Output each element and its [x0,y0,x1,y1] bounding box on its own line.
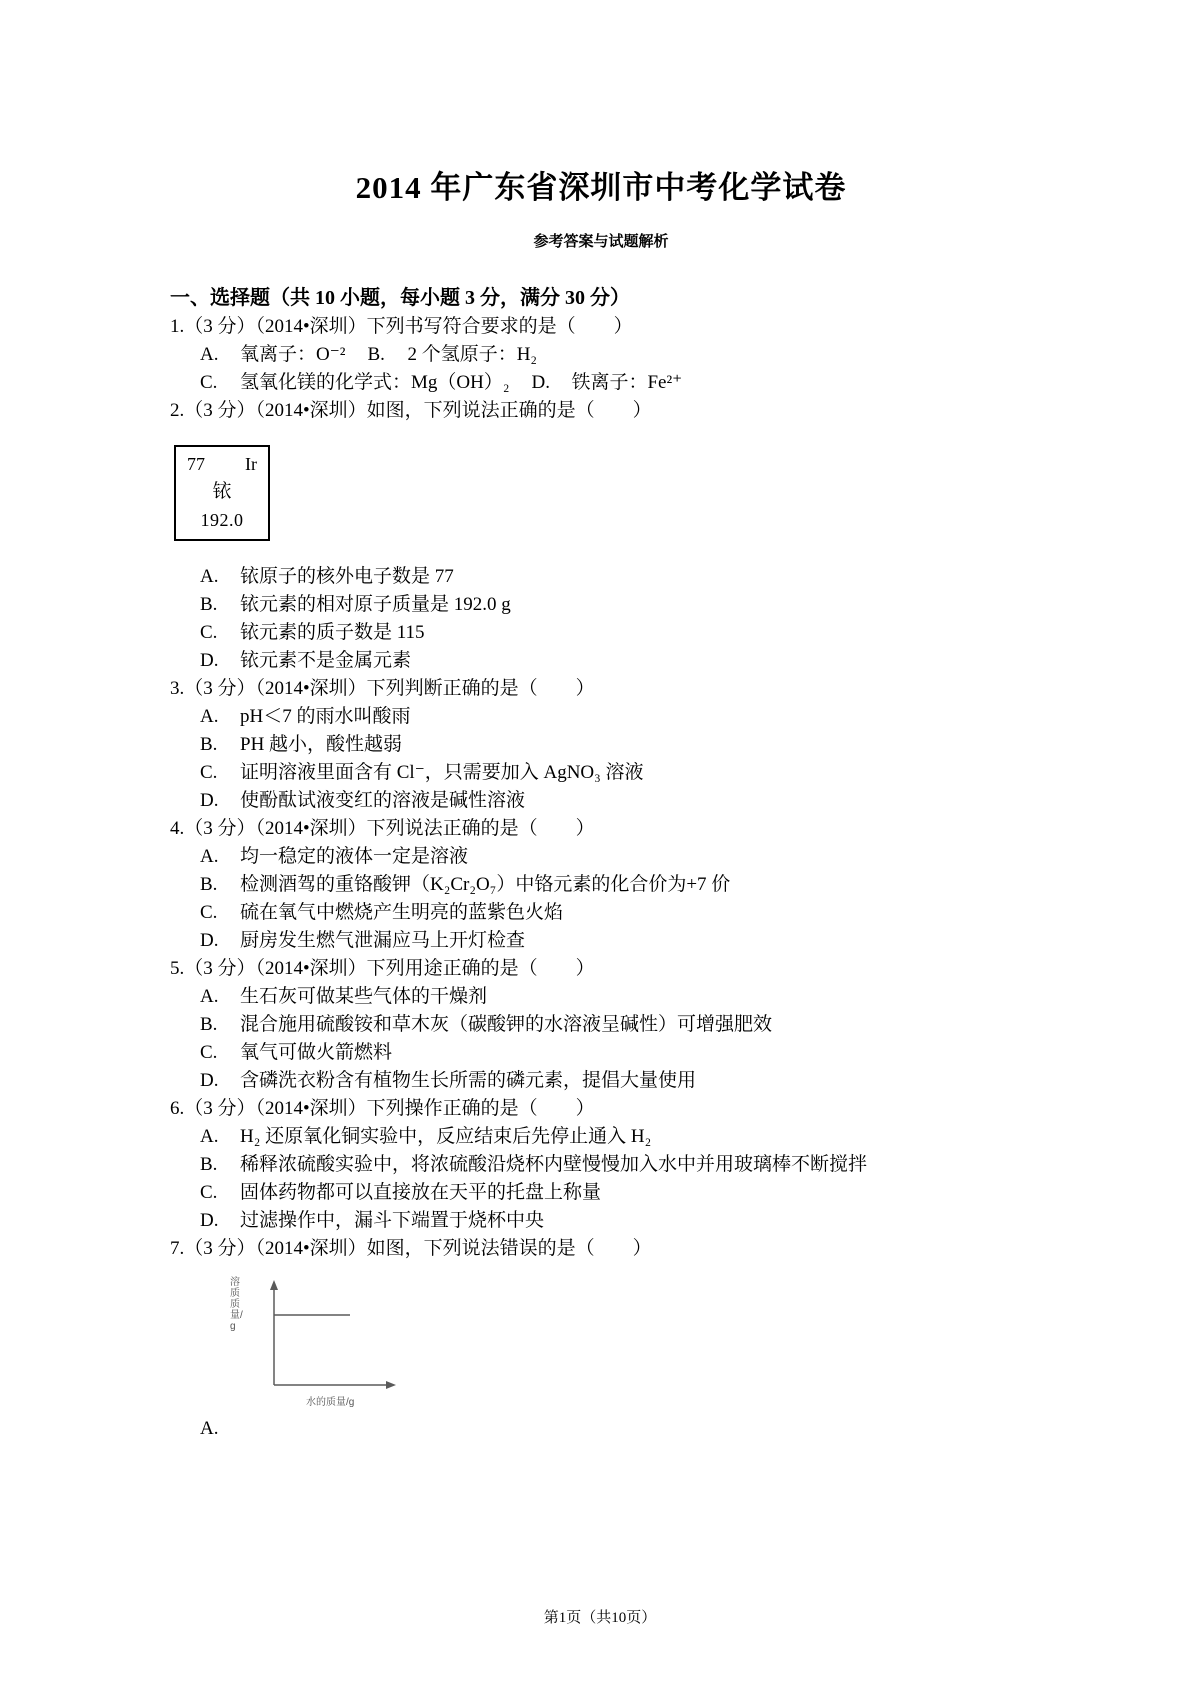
option-c [170,759,1032,787]
option-b [367,341,537,369]
section-header: 一、选择题（共 10 小题，每小题 3 分，满分 30 分） [170,287,630,309]
option-text: PH 越小，酸性越弱 [240,734,403,755]
option-b [170,871,1032,899]
option-label: A. [200,706,219,727]
question-2 [170,397,1032,675]
option-text: 均一稳定的液体一定是溶液 [240,846,469,867]
option-label: B. [200,1014,218,1035]
option-d [170,927,1032,955]
option-label: A. [200,344,219,365]
question-stem: 3.（3 分）（2014•深圳）下列判断正确的是（ ） [170,678,595,699]
question-7 [170,1235,1032,1443]
mass-vs-water-graph [246,1275,400,1407]
x-axis-label: 水的质量/g [306,1397,355,1408]
question-stem: 4.（3 分）（2014•深圳）下列说法正确的是（ ） [170,818,595,839]
option-c [170,619,1032,647]
option-a [170,1415,1032,1443]
element-info-box [174,445,270,541]
option-label: A. [200,1418,219,1439]
option-text: 硫在氧气中燃烧产生明亮的蓝紫色火焰 [240,902,564,923]
option-label: B. [367,344,385,365]
element-name: 铱 [212,481,232,502]
option-text: 含磷洗衣粉含有植物生长所需的磷元素，提倡大量使用 [240,1070,697,1091]
question-3 [170,675,1032,815]
option-row [170,369,1032,397]
option-label: C. [200,622,218,643]
option-label: A. [200,986,219,1007]
option-a [200,341,345,369]
option-text: 铱原子的核外电子数是 77 [240,566,454,587]
option-list [170,843,1032,955]
option-list [170,1123,1032,1235]
question-4 [170,815,1032,955]
option-list [170,983,1032,1095]
option-label: D. [200,650,219,671]
option-list [170,563,1032,675]
option-list [170,1415,1032,1443]
option-text: 氧离子：O⁻² [240,344,346,365]
option-d [170,1207,1032,1235]
option-text: 过滤操作中，漏斗下端置于烧杯中央 [240,1210,545,1231]
option-label: D. [200,930,219,951]
option-text: 铱元素的质子数是 115 [240,622,425,643]
option-label: D. [200,1070,219,1091]
option-d [170,1067,1032,1095]
option-text: pH＜7 的雨水叫酸雨 [240,706,411,727]
option-list [170,703,1032,815]
option-a [170,1123,1032,1151]
question-stem: 5.（3 分）（2014•深圳）下列用途正确的是（ ） [170,958,595,979]
question-5 [170,955,1032,1095]
page-title: 2014 年广东省深圳市中考化学试卷 [355,170,847,205]
option-text: 证明溶液里面含有 Cl⁻，只需要加入 AgNO₃ 溶液 [240,762,644,783]
option-text: 氢氧化镁的化学式：Mg（OH）₂ [240,372,510,393]
option-label: B. [200,734,218,755]
option-label: B. [200,874,218,895]
option-text: 检测酒驾的重铬酸钾（K₂Cr₂O₇）中铬元素的化合价为+7 价 [240,874,731,895]
option-text: 铱元素的相对原子质量是 192.0 g [240,594,511,615]
option-label: C. [200,762,218,783]
option-text: 生石灰可做某些气体的干燥剂 [240,986,488,1007]
option-text [240,1415,1032,1443]
option-row [170,341,1032,369]
question-stem: 6.（3 分）（2014•深圳）下列操作正确的是（ ） [170,1098,595,1119]
question-1 [170,313,1032,397]
option-c [200,369,509,397]
element-atomic-mass: 192.0 [200,510,244,530]
option-c [170,899,1032,927]
option-label: C. [200,902,218,923]
option-a [170,703,1032,731]
y-axis-label: 溶质质量/g [230,1277,243,1332]
question-stem: 1.（3 分）（2014•深圳）下列书写符合要求的是（ ） [170,316,633,337]
option-b [170,1011,1032,1039]
option-text: 氧气可做火箭燃料 [240,1042,393,1063]
option-a [170,983,1032,1011]
option-text: 铁离子：Fe²⁺ [571,372,683,393]
option-text: 使酚酞试液变红的溶液是碱性溶液 [240,790,526,811]
page-subtitle: 参考答案与试题解析 [533,234,669,250]
element-box-top-row [187,452,257,476]
option-text: 厨房发生燃气泄漏应马上开灯检查 [240,930,526,951]
option-label: D. [200,790,219,811]
option-d [531,369,682,397]
option-text: 铱元素不是金属元素 [240,650,412,671]
page-footer: 第1页（共10页） [543,1610,657,1626]
option-label: C. [200,1182,218,1203]
element-atomic-number: 77 [187,454,205,474]
option-text: 混合施用硫酸铵和草木灰（碳酸钾的水溶液呈碱性）可增强肥效 [240,1014,773,1035]
element-symbol: Ir [245,454,257,474]
option-c [170,1179,1032,1207]
option-label: A. [200,1126,219,1147]
option-label: D. [531,372,550,393]
option-a [170,843,1032,871]
option-label: A. [200,846,219,867]
option-text: 2 个氢原子：H₂ [407,344,538,365]
option-label: B. [200,594,218,615]
option-label: A. [200,566,219,587]
option-c [170,1039,1032,1067]
option-text: H₂ 还原氧化铜实验中，反应结束后先停止通入 H₂ [240,1126,652,1147]
option-label: C. [200,372,218,393]
option-label: B. [200,1154,218,1175]
question-stem: 2.（3 分）（2014•深圳）如图，下列说法正确的是（ ） [170,400,652,421]
option-text: 稀释浓硫酸实验中，将浓硫酸沿烧杯内壁慢慢加入水中并用玻璃棒不断搅拌 [240,1154,868,1175]
option-label: D. [200,1210,219,1231]
option-b [170,1151,1032,1179]
option-d [170,647,1032,675]
option-d [170,787,1032,815]
option-b [170,591,1032,619]
question-stem: 7.（3 分）（2014•深圳）如图，下列说法错误的是（ ） [170,1238,652,1259]
question-6 [170,1095,1032,1235]
option-a [170,563,1032,591]
question-figure [230,1275,420,1415]
option-text: 固体药物都可以直接放在天平的托盘上称量 [240,1182,602,1203]
option-label: C. [200,1042,218,1063]
option-b [170,731,1032,759]
